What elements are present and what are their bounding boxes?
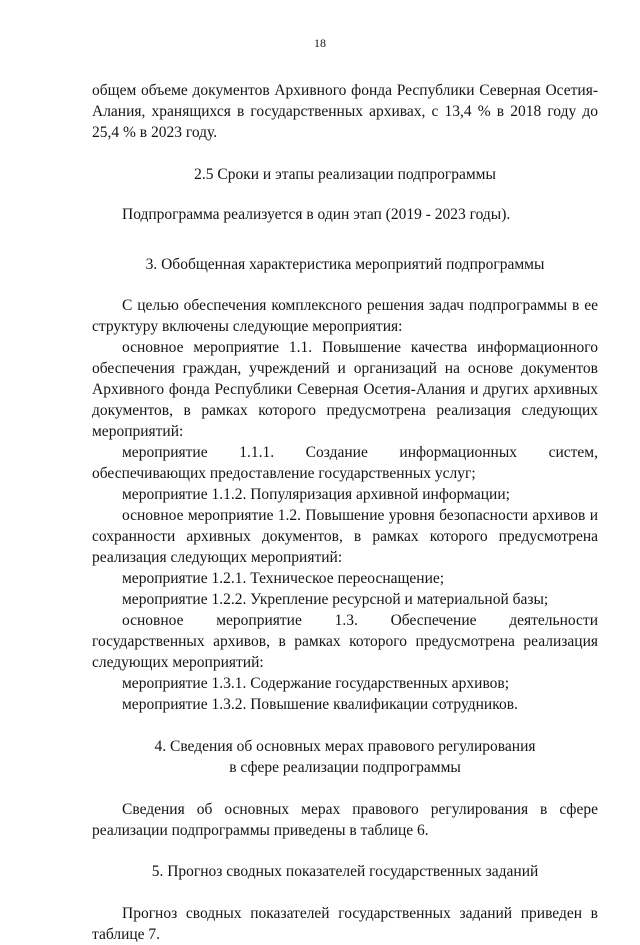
section-5-heading: 5. Прогноз сводных показателей государственных заданий: [151, 863, 539, 880]
page-number: 18: [314, 36, 326, 50]
section-3-paragraph: мероприятие 1.2.2. Укрепление ресурсной и материальной базы;: [122, 591, 549, 608]
section-3-paragraph: мероприятие 1.1.1. Создание информационных систем, обеспечивающих предоставление государственных услуг;: [92, 444, 598, 482]
section-3-paragraph: мероприятие 1.1.2. Популяризация архивной информации;: [122, 486, 510, 503]
section-4-text: Сведения об основных мерах правового регулирования в сфере реализации подпрограммы приведены в таблице 6.: [92, 801, 598, 839]
section-3-heading: 3. Обобщенная характеристика мероприятий подпрограммы: [145, 256, 545, 273]
section-3-paragraph: основное мероприятие 1.1. Повышение качества информационного обеспечения граждан, учреждений и организаций на основе документов Архивного фонда Республики Северная Осетия-Алания и других архивных документов, в рамках которого предусмотрена реализация следующих мероприятий:: [92, 339, 598, 440]
section-3-paragraph: основное мероприятие 1.2. Повышение уровня безопасности архивов и сохранности архивных документов, в рамках которого предусмотрена реализация следующих мероприятий:: [92, 507, 598, 566]
section-2-5-heading: 2.5 Сроки и этапы реализации подпрограммы: [194, 166, 496, 183]
section-3-paragraph: С целью обеспечения комплексного решения задач подпрограммы в ее структуру включены следующие мероприятия:: [92, 297, 598, 335]
section-3-paragraph: мероприятие 1.2.1. Техническое переоснащение;: [122, 570, 445, 587]
section-3-paragraph: основное мероприятие 1.3. Обеспечение деятельности государственных архивов, в рамках которого предусмотрена реализация следующих мероприятий:: [92, 612, 598, 671]
section-5-text: Прогноз сводных показателей государственных заданий приведен в таблице 7.: [92, 905, 598, 943]
section-4-heading-line: 4. Сведения об основных мерах правового регулирования: [154, 738, 536, 755]
section-2-5-text: Подпрограмма реализуется в один этап (2019 - 2023 годы).: [122, 206, 511, 223]
section-3-paragraph: мероприятие 1.3.2. Повышение квалификации сотрудников.: [122, 696, 518, 713]
page-body: [92, 80, 598, 945]
section-4-heading-line: в сфере реализации подпрограммы: [229, 759, 461, 776]
section-3-paragraph: мероприятие 1.3.1. Содержание государственных архивов;: [122, 675, 510, 692]
section-4-heading: [92, 736, 598, 778]
intro-paragraph: общем объеме документов Архивного фонда Республики Северная Осетия-Алания, хранящихся в государственных архивах, с 13,4 % в 2018 году до 25,4 % в 2023 году.: [92, 82, 598, 141]
